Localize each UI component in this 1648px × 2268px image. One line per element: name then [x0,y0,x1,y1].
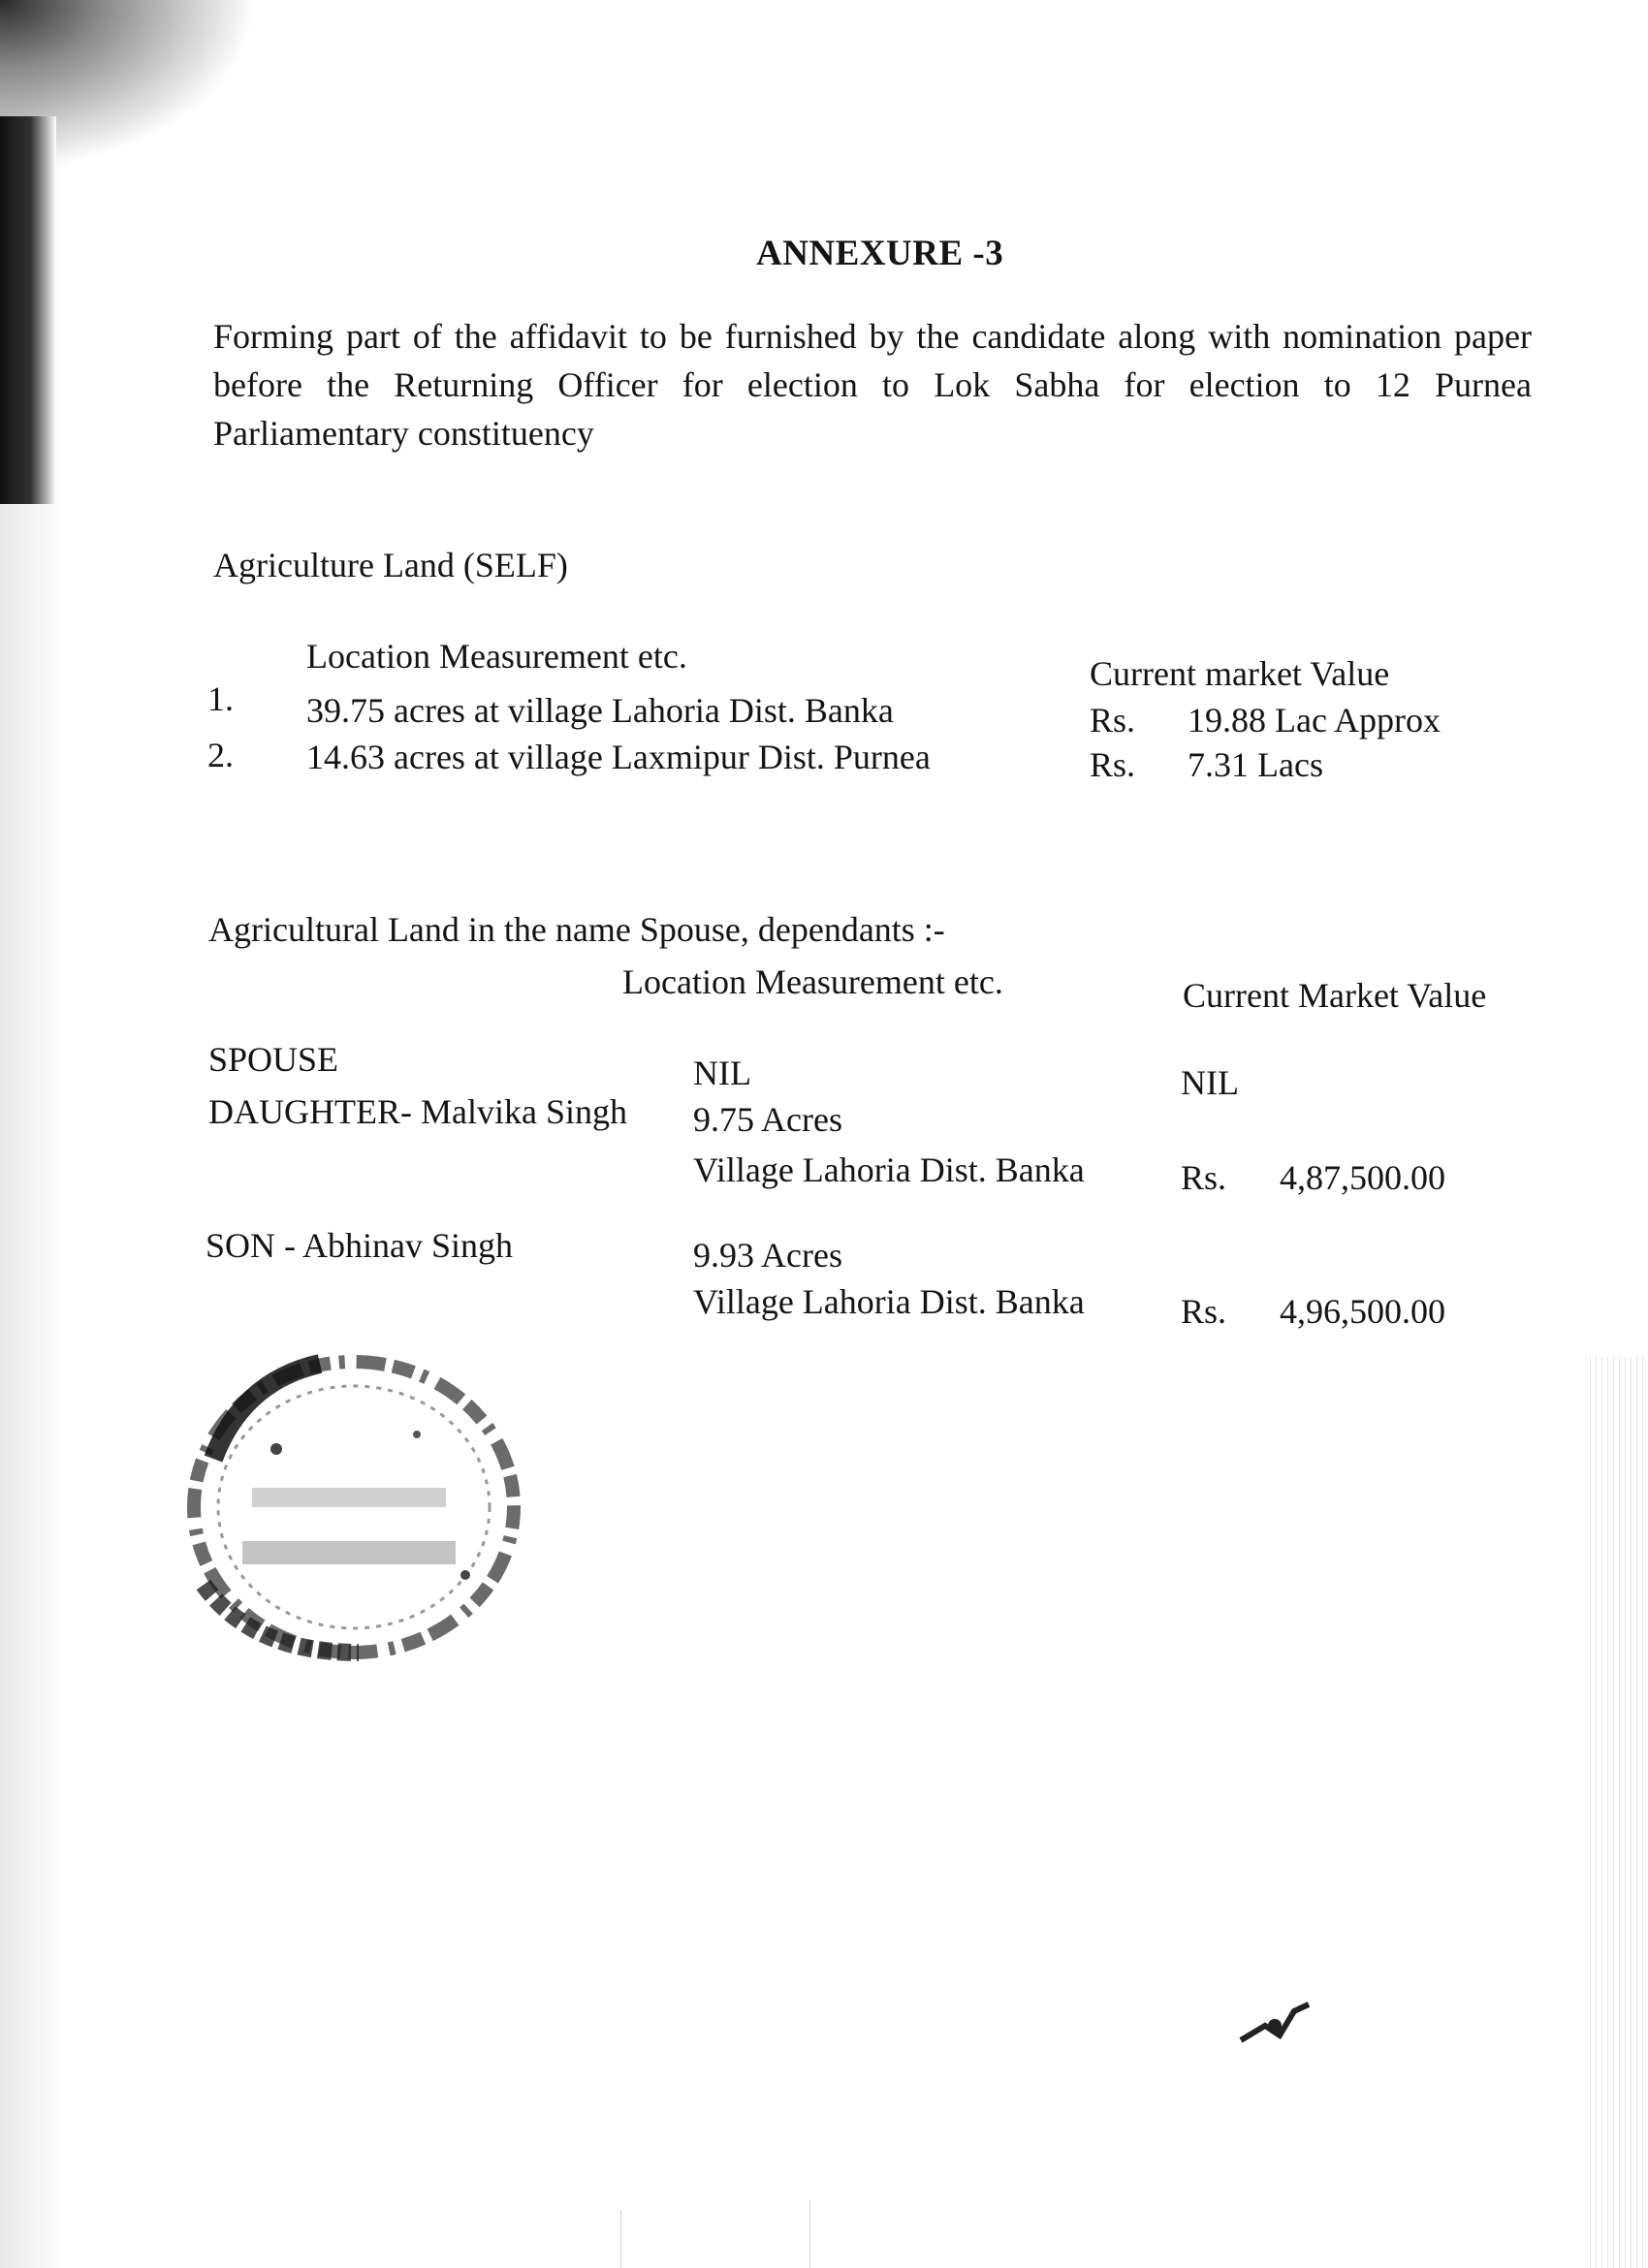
land-measure: 9.75 Acres [693,1100,842,1139]
currency-label: Rs. [1181,1292,1227,1331]
currency-label: Rs. [1181,1158,1227,1197]
relation-label: SON - Abhinav Singh [206,1226,514,1265]
scan-binding-shadow [0,116,56,504]
market-value: 19.88 Lac Approx [1188,701,1441,740]
self-col-value-header: Current market Value [1090,654,1390,693]
currency-label: Rs. [1090,701,1136,740]
annexure-heading: ANNEXURE -3 [756,234,1004,273]
market-value: 7.31 Lacs [1188,745,1323,784]
relation-label: SPOUSE [208,1040,339,1079]
scan-right-edge-noise [1590,1357,1648,2268]
land-place: Village Lahoria Dist. Banka [693,1282,1085,1321]
currency-label: Rs. [1090,745,1136,784]
self-col-location-header: Location Measurement etc. [306,637,687,676]
office-stamp [174,1342,533,1682]
land-location: 14.63 acres at village Laxmipur Dist. Purnea [306,738,931,776]
land-location: 39.75 acres at village Lahoria Dist. Banka [306,691,894,730]
market-value: 4,96,500.00 [1280,1292,1445,1331]
row-number: 1. [207,679,234,718]
dependants-col-value-header: Current Market Value [1183,976,1487,1015]
self-section-title: Agriculture Land (SELF) [213,546,568,584]
row-number: 2. [207,736,234,774]
relation-label: DAUGHTER- Malvika Singh [208,1092,627,1131]
land-measure: NIL [693,1054,751,1092]
dependants-section-title: Agricultural Land in the name Spouse, dependants :- [208,910,945,949]
ink-smudge [1236,1997,1314,2055]
land-place: Village Lahoria Dist. Banka [693,1150,1085,1189]
scan-line [809,2200,810,2268]
land-measure: 9.93 Acres [693,1236,842,1275]
dependants-col-location-header: Location Measurement etc. [622,962,1003,1001]
intro-paragraph: Forming part of the affidavit to be furnished by the candidate along with nomination paper before the Returning Officer for election to Lok Sabha for election to 12 Purnea Parliamentary constituency [213,317,1532,453]
market-value: NIL [1181,1063,1239,1102]
market-value: 4,87,500.00 [1280,1158,1445,1197]
scan-line [620,2210,621,2268]
